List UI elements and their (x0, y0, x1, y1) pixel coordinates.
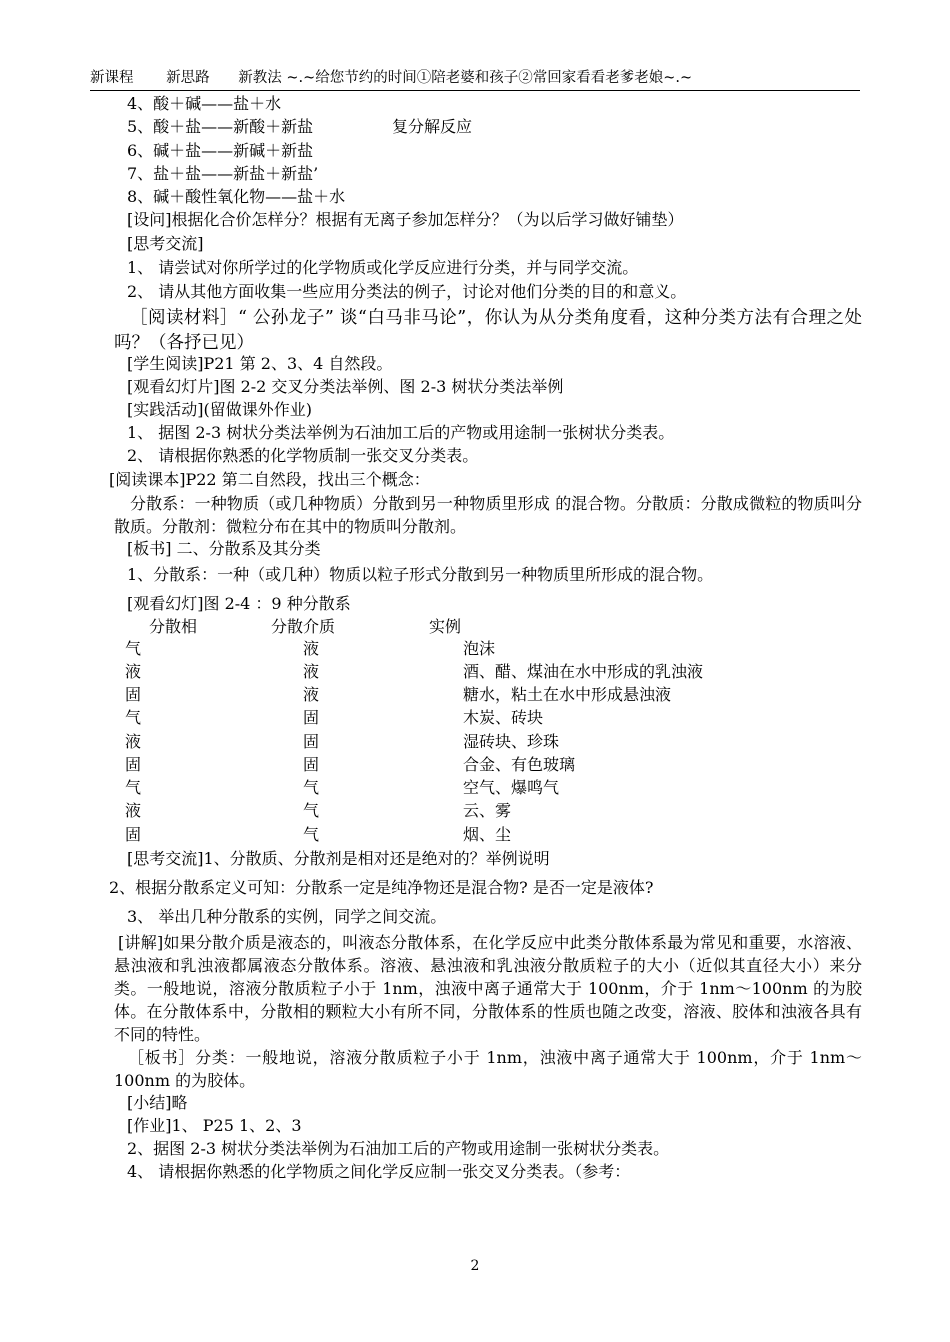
think-question-2: 2、根据分散系定义可知：分散系一定是纯净物还是混合物? 是否一定是液体? (109, 878, 654, 897)
cell-example: 合金、有色玻璃 (463, 755, 576, 774)
cell-medium: 气 (303, 825, 320, 844)
header-method: 新教法 ~.~给您节约的时间①陪老婆和孩子②常回家看看老爹老娘~.~ (238, 70, 693, 86)
cell-example: 云、雾 (463, 801, 512, 820)
homework-line-1: [作业]1、 P25 1、2、3 (127, 1116, 302, 1135)
board-title: [板书] 二、分散系及其分类 (127, 539, 321, 558)
cell-medium: 固 (303, 732, 320, 751)
slides-line: [观看幻灯片]图 2-2 交叉分类法举例、图 2-3 树状分类法举例 (127, 377, 564, 396)
think-question-3: 3、 举出几种分散系的实例，同学之间交流。 (127, 907, 447, 926)
table-header-medium: 分散介质 (271, 617, 336, 636)
think-item-1: 1、 请尝试对你所学过的化学物质或化学反应进行分类，并与同学交流。 (127, 258, 639, 277)
cell-example: 酒、醋、煤油在水中形成的乳浊液 (463, 662, 704, 681)
cell-example: 湿砖块、珍珠 (463, 732, 560, 751)
reaction-6: 6、碱＋盐——新碱＋新盐 (127, 141, 314, 160)
question-line: [设问]根据化合价怎样分？根据有无离子参加怎样分？（为以后学习做好铺垫） (127, 210, 684, 229)
cell-phase: 气 (125, 639, 142, 658)
cell-example: 泡沫 (463, 639, 496, 658)
cell-phase: 气 (125, 778, 142, 797)
read-book-line: [阅读课本]P22 第二自然段，找出三个概念： (109, 470, 430, 489)
header-course: 新课程 (90, 70, 134, 86)
table-header-phase: 分散相 (149, 617, 198, 636)
student-reading: [学生阅读]P21 第 2、3、4 自然段。 (127, 354, 393, 373)
page-header (90, 68, 860, 91)
cell-example: 烟、尘 (463, 825, 512, 844)
reading-material: ［阅读材料］“ 公孙龙子” 谈“白马非马论”，你认为从分类角度看，这种分类方法有合理之处吗？（各抒已见） (114, 308, 862, 353)
cell-phase: 液 (125, 801, 142, 820)
cell-medium: 气 (303, 778, 320, 797)
cell-medium: 液 (303, 639, 320, 658)
cell-medium: 液 (303, 685, 320, 704)
think-item-2: 2、 请从其他方面收集一些应用分类法的例子，讨论对他们分类的目的和意义。 (127, 282, 687, 301)
cell-phase: 固 (125, 825, 142, 844)
page-number: 2 (470, 1258, 480, 1274)
cell-example: 木炭、砖块 (463, 708, 544, 727)
homework-line-4: 4、 请根据你熟悉的化学物质之间化学反应制一张交叉分类表。（参考： (127, 1162, 631, 1181)
table-header-example: 实例 (429, 617, 462, 636)
concepts-paragraph: 分散系：一种物质（或几种物质）分散到另一种物质里形成 的混合物。分散质：分散成微粒的物质叫分散质。分散剂：微粒分布在其中的物质叫分散剂。 (114, 494, 862, 536)
reaction-5: 5、酸＋盐——新酸＋新盐 (127, 117, 314, 136)
reaction-4: 4、酸＋碱——盐＋水 (127, 94, 282, 113)
practice-item-1: 1、 据图 2-3 树状分类法举例为石油加工后的产物或用途制一张树状分类表。 (127, 423, 675, 442)
think-question-1: [思考交流]1、分散质、分散剂是相对还是绝对的？举例说明 (127, 849, 550, 868)
summary-line: [小结]略 (127, 1093, 188, 1112)
cell-medium: 固 (303, 708, 320, 727)
cell-phase: 液 (125, 732, 142, 751)
cell-medium: 液 (303, 662, 320, 681)
cell-example: 糖水，粘土在水中形成悬浊液 (463, 685, 672, 704)
practice-title: [实践活动](留做课外作业) (127, 400, 312, 419)
board-classification: ［板书］分类：一般地说，溶液分散质粒子小于 1nm，浊液中离子通常大于 100nm，介于 1nm～100nm 的为胶体。 (114, 1048, 862, 1090)
cell-example: 空气、爆鸣气 (463, 778, 560, 797)
cell-phase: 气 (125, 708, 142, 727)
double-decomposition-label: 复分解反应 (392, 117, 473, 136)
cell-phase: 液 (125, 662, 142, 681)
cell-medium: 固 (303, 755, 320, 774)
explanation-paragraph: [讲解]如果分散介质是液态的，叫液态分散体系，在化学反应中此类分散体系最为常见和重要，水溶液、悬浊液和乳浊液都属液态分散体系。溶液、悬浊液和乳浊液分散质粒子的大小（近似其直径大小）来分类。一般地说，溶液分散质粒子小于 1nm，浊液中离子通常大于 100nm，介于 1nm～100nm 的为胶体。在分散体系中，分散相的颗粒大小有所不同，分散体系的性质也随之改变，溶液、胶体和浊液各具有不同的特性。 (114, 933, 862, 1044)
cell-phase: 固 (125, 685, 142, 704)
reaction-7: 7、盐＋盐——新盐＋新盐’ (127, 164, 319, 183)
practice-item-2: 2、 请根据你熟悉的化学物质制一张交叉分类表。 (127, 446, 479, 465)
think-title: [思考交流] (127, 234, 204, 253)
header-thinking: 新思路 (166, 70, 210, 86)
cell-medium: 气 (303, 801, 320, 820)
dispersion-definition: 1、分散系：一种（或几种）物质以粒子形式分散到另一种物质里所形成的混合物。 (127, 565, 714, 584)
reaction-8: 8、碱＋酸性氧化物——盐＋水 (127, 187, 346, 206)
homework-line-2: 2、据图 2-3 树状分类法举例为石油加工后的产物或用途制一张树状分类表。 (127, 1139, 670, 1158)
cell-phase: 固 (125, 755, 142, 774)
slide-figure: [观看幻灯]图 2-4 ：9 种分散系 (127, 594, 351, 613)
